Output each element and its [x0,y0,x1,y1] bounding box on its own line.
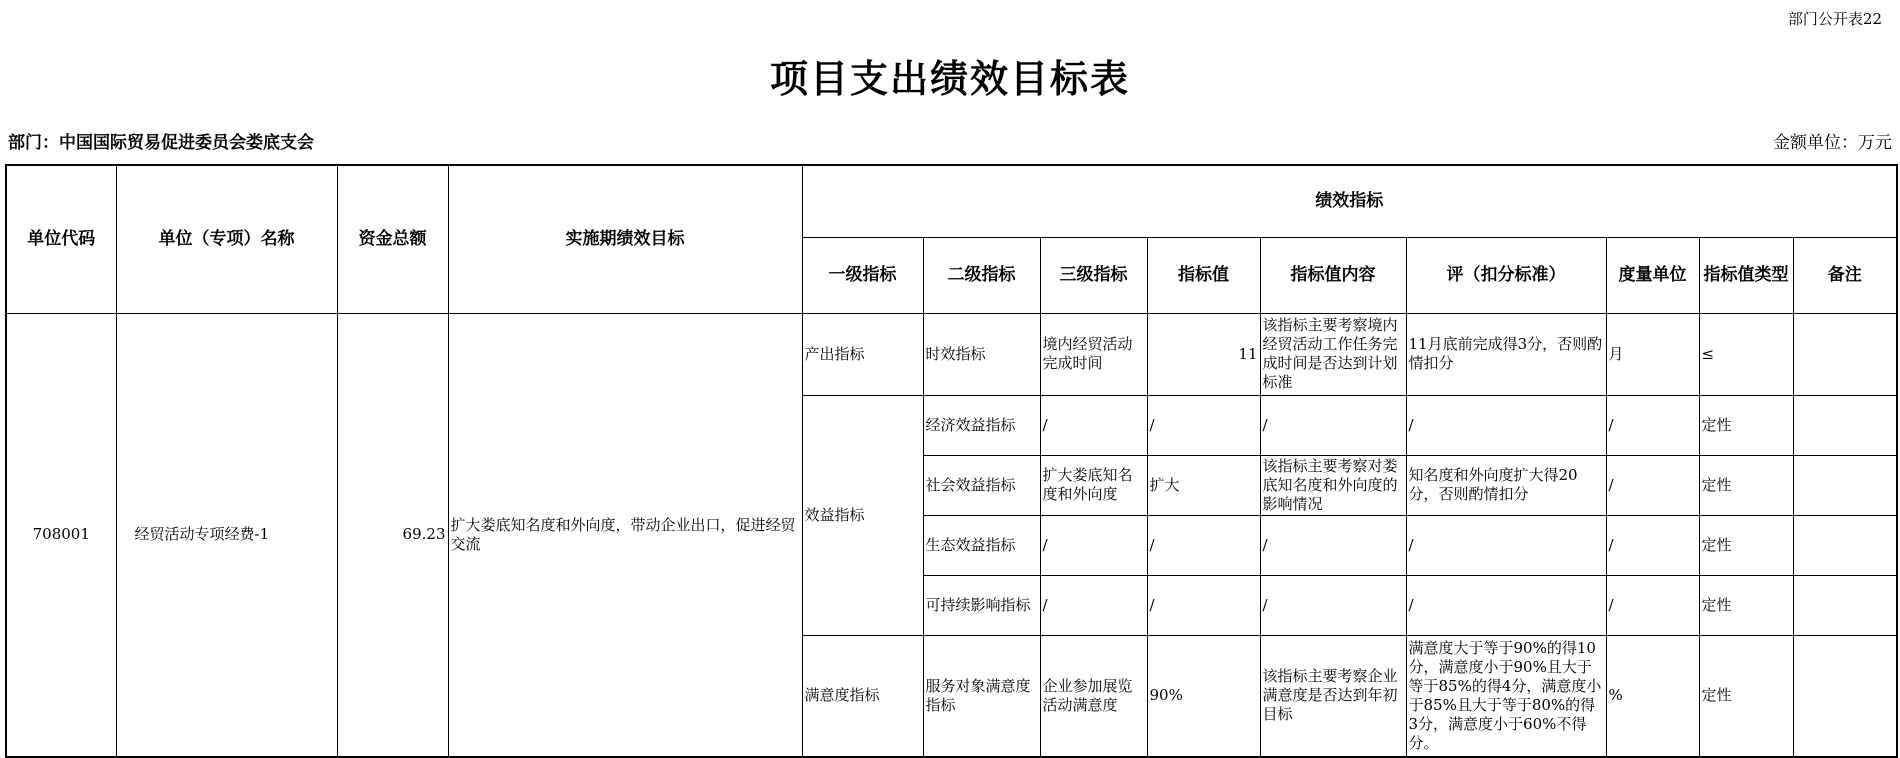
header-value: 指标值 [1147,237,1260,313]
measure-unit-cell: / [1606,455,1699,515]
criteria-cell: 知名度和外向度扩大得20分，否则酌情扣分 [1406,455,1606,515]
measure-unit-cell: % [1606,635,1699,757]
content-cell: 该指标主要考察境内经贸活动工作任务完成时间是否达到计划标准 [1260,313,1406,395]
header-measure-unit: 度量单位 [1606,237,1699,313]
value-cell: / [1147,515,1260,575]
content-cell: 该指标主要考察对娄底知名度和外向度的影响情况 [1260,455,1406,515]
value-type-cell: ≤ [1699,313,1793,395]
criteria-cell: / [1406,575,1606,635]
form-number: 部门公开表22 [1787,10,1882,28]
remark-cell [1793,395,1897,455]
value-type-cell: 定性 [1699,455,1793,515]
header-level3: 三级指标 [1040,237,1147,313]
header-project-name: 单位（专项）名称 [116,165,337,313]
value-cell: 90% [1147,635,1260,757]
value-cell: 11 [1147,313,1260,395]
header-level2: 二级指标 [923,237,1040,313]
level3-cell: / [1040,575,1147,635]
level2-cell: 时效指标 [923,313,1040,395]
measure-unit-cell: / [1606,575,1699,635]
level3-cell: / [1040,395,1147,455]
criteria-cell: 11月底前完成得3分，否则酌情扣分 [1406,313,1606,395]
header-value-type: 指标值类型 [1699,237,1793,313]
remark-cell [1793,515,1897,575]
page-title: 项目支出绩效目标表 [769,56,1130,101]
header-remark: 备注 [1793,237,1897,313]
remark-cell [1793,455,1897,515]
level3-cell: 扩大娄底知名度和外向度 [1040,455,1147,515]
level3-cell: 境内经贸活动完成时间 [1040,313,1147,395]
value-cell: 扩大 [1147,455,1260,515]
value-cell: / [1147,575,1260,635]
content-cell: / [1260,515,1406,575]
goal-cell: 扩大娄底知名度和外向度，带动企业出口，促进经贸交流 [448,313,802,757]
value-type-cell: 定性 [1699,575,1793,635]
header-unit-code: 单位代码 [6,165,116,313]
level1-cell: 产出指标 [802,313,923,395]
level1-cell: 满意度指标 [802,635,923,757]
total-funds-cell: 69.23 [337,313,448,757]
level2-cell: 服务对象满意度指标 [923,635,1040,757]
remark-cell [1793,575,1897,635]
level2-cell: 可持续影响指标 [923,575,1040,635]
value-type-cell: 定性 [1699,515,1793,575]
level2-cell: 生态效益指标 [923,515,1040,575]
table-row [6,313,1897,395]
header-criteria: 评（扣分标准） [1406,237,1606,313]
header-content: 指标值内容 [1260,237,1406,313]
header-goal: 实施期绩效目标 [448,165,802,313]
content-cell: / [1260,575,1406,635]
level3-cell: / [1040,515,1147,575]
value-type-cell: 定性 [1699,395,1793,455]
value-type-cell: 定性 [1699,635,1793,757]
department-label: 部门：中国国际贸易促进委员会娄底支会 [8,133,314,153]
header-row-1 [6,165,1897,237]
criteria-cell: / [1406,395,1606,455]
criteria-cell: / [1406,515,1606,575]
measure-unit-cell: 月 [1606,313,1699,395]
header-total-funds: 资金总额 [337,165,448,313]
unit-code-cell: 708001 [6,313,116,757]
level2-cell: 社会效益指标 [923,455,1040,515]
level1-cell: 效益指标 [802,395,923,635]
remark-cell [1793,313,1897,395]
project-name-cell: 经贸活动专项经费-1 [116,313,337,757]
performance-table [5,164,1898,758]
content-cell: / [1260,395,1406,455]
level2-cell: 经济效益指标 [923,395,1040,455]
value-cell: / [1147,395,1260,455]
measure-unit-cell: / [1606,515,1699,575]
header-level1: 一级指标 [802,237,923,313]
content-cell: 该指标主要考察企业满意度是否达到年初目标 [1260,635,1406,757]
remark-cell [1793,635,1897,757]
measure-unit-cell: / [1606,395,1699,455]
amount-unit-label: 金额单位：万元 [1773,133,1892,153]
level3-cell: 企业参加展览活动满意度 [1040,635,1147,757]
criteria-cell: 满意度大于等于90%的得10分，满意度小于90%且大于等于85%的得4分，满意度小于85%且大于等于80%的得3分，满意度小于60%不得分。 [1406,635,1606,757]
header-indicators: 绩效指标 [802,165,1897,237]
